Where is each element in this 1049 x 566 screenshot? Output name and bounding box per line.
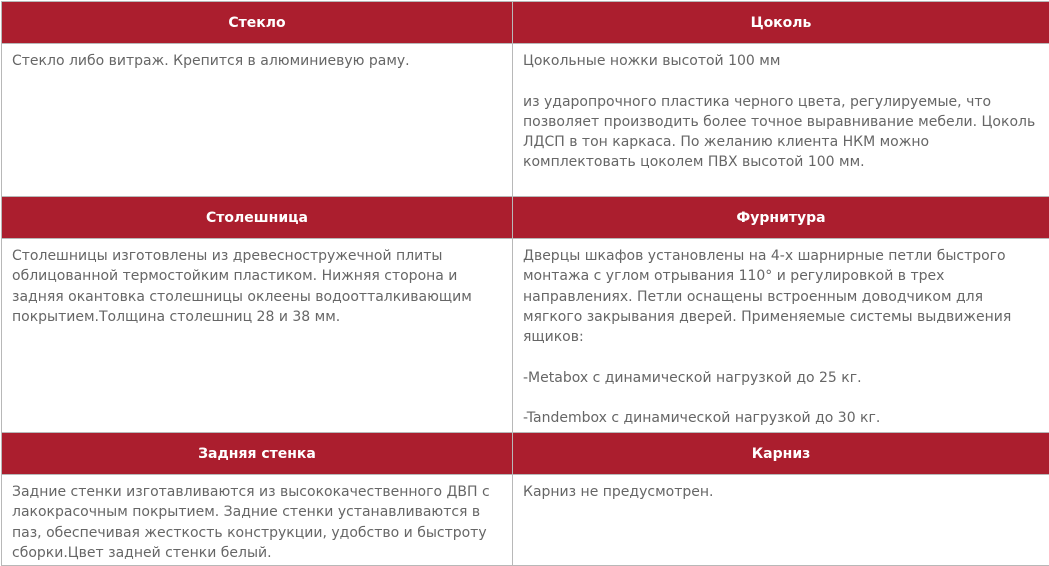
paragraph: Карниз не предусмотрен. <box>523 482 1039 502</box>
content-row <box>2 239 1049 433</box>
paragraph: -Tandembox с динамической нагрузкой до 30 кг. <box>523 408 1039 428</box>
section-body-cornice <box>513 475 1049 566</box>
paragraph: Стекло либо витраж. Крепится в алюминиевую раму. <box>12 51 502 71</box>
paragraph: Задние стенки изготавливаются из высококачественного ДВП с лакокрасочным покрытием. Задние стенки устанавливаются в паз, обеспечивая жесткость конструкции, удобство и быстроту сборки.Цвет задней стенки белый. <box>12 482 502 563</box>
section-body-countertop <box>2 239 513 433</box>
section-title-countertop: Столешница <box>2 197 513 239</box>
section-title-glass: Стекло <box>2 2 513 44</box>
section-body-back-panel <box>2 475 513 566</box>
section-title-hardware: Фурнитура <box>513 197 1049 239</box>
paragraph: Столешницы изготовлены из древесностружечной плиты облицованной термостойким пластиком. Нижняя сторона и задняя окантовка столешницы оклеены водоотталкивающим покрытием.Толщина столешниц 28 и 38 мм. <box>12 246 502 327</box>
content-row <box>2 475 1049 566</box>
section-body-glass <box>2 44 513 197</box>
section-body-plinth <box>513 44 1049 197</box>
paragraph: из ударопрочного пластика черного цвета, регулируемые, что позволяет производить более точное выравнивание мебели. Цоколь ЛДСП в тон каркаса. По желанию клиента НКМ можно комплектовать цоколем ПВХ высотой 100 мм. <box>523 92 1039 173</box>
section-title-plinth: Цоколь <box>513 2 1049 44</box>
section-body-hardware <box>513 239 1049 433</box>
paragraph: Цокольные ножки высотой 100 мм <box>523 51 1039 71</box>
section-title-back-panel: Задняя стенка <box>2 433 513 475</box>
spec-table <box>1 1 1049 566</box>
content-row <box>2 44 1049 197</box>
paragraph: Дверцы шкафов установлены на 4-х шарнирные петли быстрого монтажа с углом отрывания 110° и регулировкой в трех направлениях. Петли оснащены встроенным доводчиком для мягкого закрывания дверей. Применяемые системы выдвижения ящиков: <box>523 246 1039 347</box>
header-row <box>2 433 1049 475</box>
section-title-cornice: Карниз <box>513 433 1049 475</box>
header-row <box>2 197 1049 239</box>
paragraph: -Metabox с динамической нагрузкой до 25 кг. <box>523 368 1039 388</box>
header-row <box>2 2 1049 44</box>
